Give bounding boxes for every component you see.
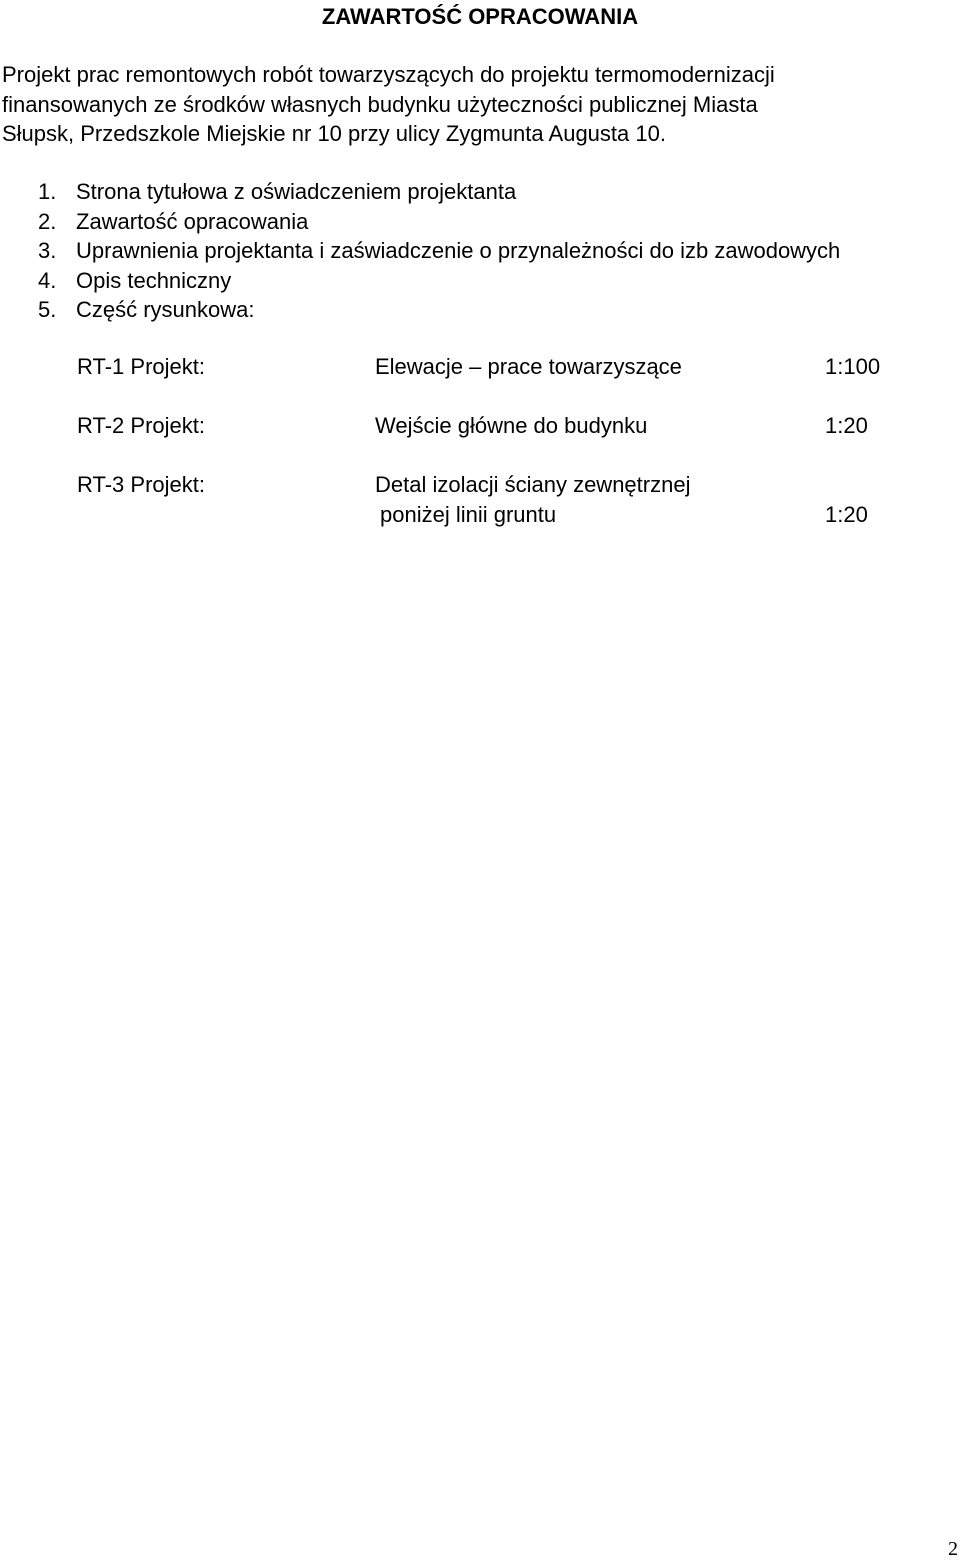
drawing-description: Wejście główne do budynku: [375, 413, 648, 438]
contents-item-text: Uprawnienia projektanta i zaświadczenie o przynależności do izb zawodowych: [76, 238, 841, 263]
drawing-scale: 1:20: [825, 413, 868, 438]
contents-item-number: 1.: [38, 179, 57, 204]
contents-item-number: 4.: [38, 267, 57, 293]
drawing-description: Elewacje – prace towarzyszące: [375, 354, 682, 379]
contents-item: [0, 207, 960, 237]
drawing-code: RT-3 Projekt:: [77, 472, 205, 497]
drawing-scale: 1:100: [825, 354, 881, 379]
contents-item: [0, 236, 960, 266]
contents-item: [0, 177, 960, 207]
contents-item-text: Część rysunkowa:: [76, 297, 255, 322]
intro-line: finansowanych ze środków własnych budynku użyteczności publicznej Miasta: [2, 91, 758, 117]
drawing-row: [0, 411, 960, 470]
drawings-list: [0, 352, 960, 529]
drawing-description: Detal izolacji ściany zewnętrznej: [375, 472, 691, 497]
page-number: 2: [948, 1538, 958, 1560]
contents-item-text: Zawartość opracowania: [76, 208, 309, 234]
drawing-row: [0, 352, 960, 411]
contents-item-number: 2.: [38, 208, 57, 234]
intro-paragraph: [2, 60, 952, 149]
contents-item-text: Opis techniczny: [76, 267, 232, 293]
drawing-description-continuation: poniżej linii gruntu: [380, 501, 557, 527]
contents-item-number: 5.: [38, 297, 57, 322]
contents-item-number: 3.: [38, 238, 57, 263]
document-title: ZAWARTOŚĆ OPRACOWANIA: [321, 4, 639, 29]
intro-line: Słupsk, Przedszkole Miejskie nr 10 przy ulicy Zygmunta Augusta 10.: [2, 121, 666, 146]
drawing-code: RT-2 Projekt:: [77, 413, 205, 438]
contents-item: [0, 266, 960, 296]
intro-line: Projekt prac remontowych robót towarzyszących do projektu termomodernizacji: [2, 62, 775, 87]
contents-item-text: Strona tytułowa z oświadczeniem projektanta: [76, 179, 517, 204]
contents-list: [0, 177, 960, 325]
drawing-code: RT-1 Projekt:: [77, 354, 205, 379]
drawing-row: [0, 470, 960, 529]
drawing-scale: 1:20: [825, 501, 868, 527]
contents-item: [0, 295, 960, 325]
